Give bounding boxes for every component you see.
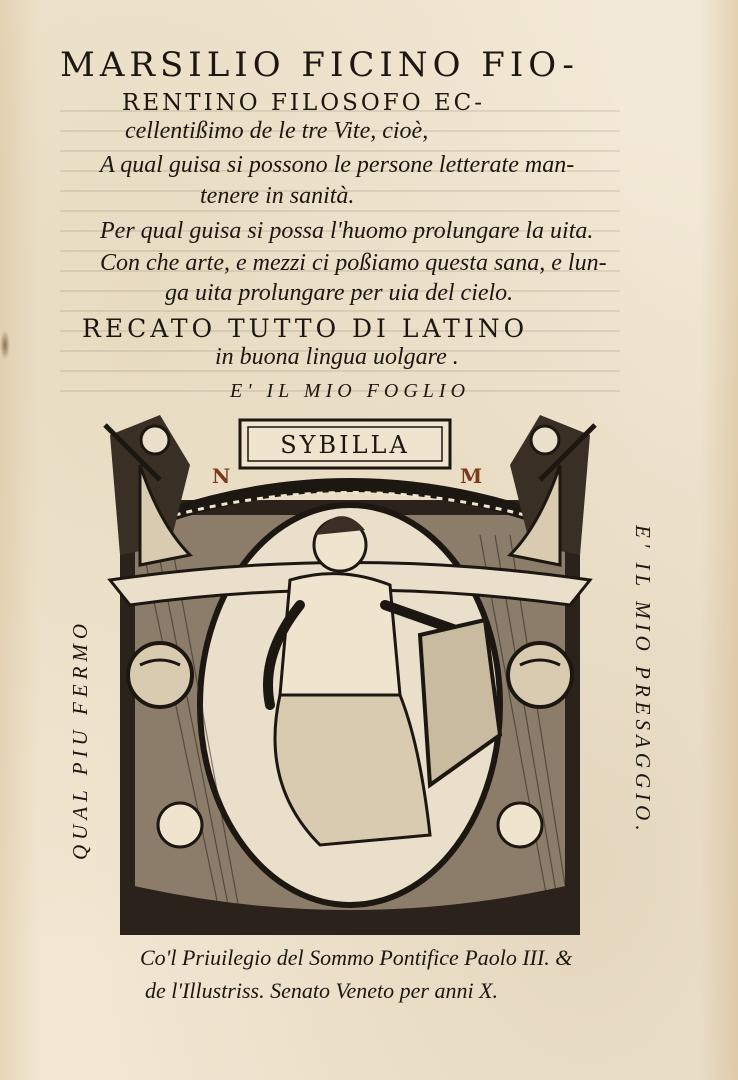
title-line-1: MARSILIO FICINO FIO- — [60, 45, 579, 85]
motto-top: E' IL MIO FOGLIO — [230, 380, 471, 402]
cartouche-label: SYBILLA — [280, 431, 410, 459]
ink-stain — [0, 330, 10, 360]
angel-left — [105, 415, 190, 565]
title-line-8: ga uita prolungare per uia del cielo. — [165, 280, 514, 306]
title-line-2: RENTINO FILOSOFO EC- — [122, 90, 486, 116]
title-line-7: Con che arte, e mezzi ci poßiamo questa sana, e lun- — [100, 250, 607, 276]
privilege-line-1: Co'l Priuilegio del Sommo Pontifice Paolo III. & — [140, 945, 573, 970]
title-line-6: Per qual guisa si possa l'huomo prolungare la uita. — [100, 218, 594, 244]
satyr-mask-right — [508, 643, 572, 707]
initial-right: M — [460, 464, 483, 488]
angel-right — [510, 415, 595, 565]
title-line-9: RECATO TUTTO DI LATINO — [82, 314, 529, 343]
privilege-line-2: de l'Illustriss. Senato Veneto per anni X. — [145, 978, 498, 1003]
motto-left: QUAL PIU FERMO — [68, 618, 92, 860]
title-line-5: tenere in sanità. — [200, 183, 355, 209]
title-line-3: cellentißimo de le tre Vite, cioè, — [125, 118, 429, 144]
motto-right: E' IL MIO PRESAGGIO. — [631, 525, 655, 836]
putto-right — [498, 803, 542, 847]
initial-left: N — [212, 464, 231, 488]
title-line-4: A qual guisa si possono le persone letterate man- — [100, 152, 575, 178]
putto-left — [158, 803, 202, 847]
sybil-woodcut — [100, 405, 600, 940]
satyr-mask-left — [128, 643, 192, 707]
title-line-10: in buona lingua uolgare . — [215, 344, 459, 370]
